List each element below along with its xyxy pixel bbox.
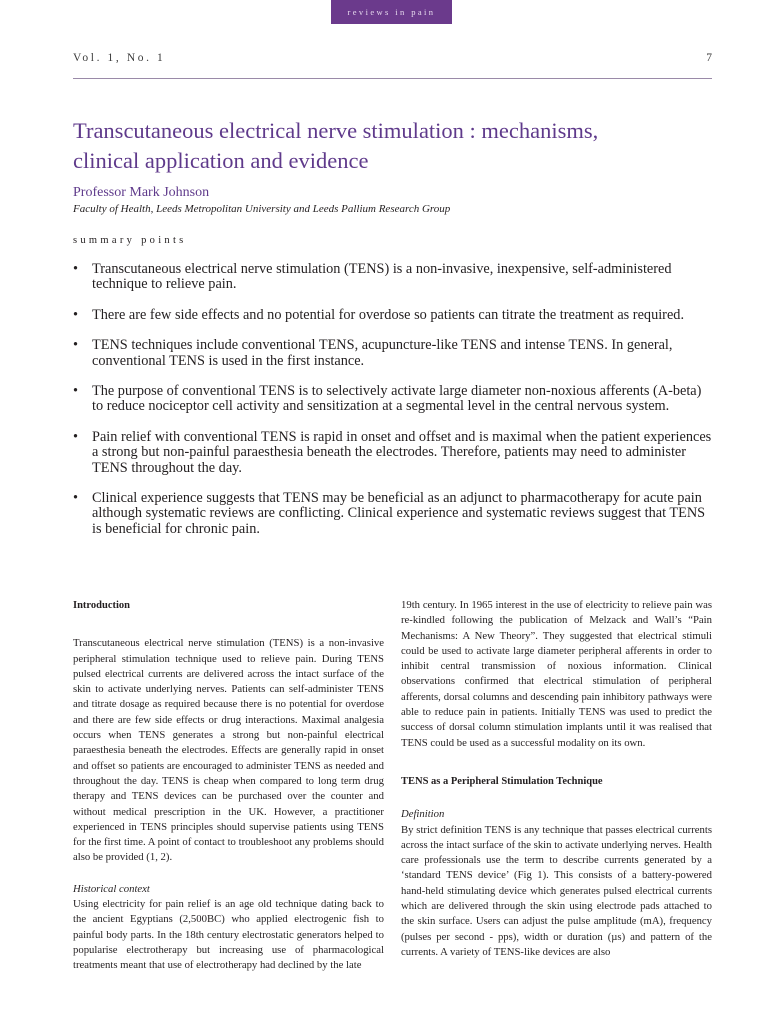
bullet-icon: • — [73, 261, 79, 277]
summary-point — [73, 430, 713, 476]
summary-point-text: Pain relief with conventional TENS is rapid in onset and offset and is maximal when the patient experiences a strong but non-painful paraesthesia beneath the electrodes. Therefore, patients may need to administer TENS throughout the day. — [92, 428, 712, 476]
historical-context-continued: 19th century. In 1965 interest in the use of electricity to relieve pain was re-kindled following the publication of Melzack and Wall’s “Pain Mechanisms: A New Theory”. They suggested that electrical stimuli could be used to activate large diameter peripheral afferents in order to inhibit central transmission of noxious information. Clinical observations confirmed that electrical stimulation of peripheral afferents, dorsal columns and descending pain inhibitory pathways were able to reduce pain in patients. Initially TENS was used to predict the success of dorsal column stimulation implants until it was realised that TENS could be used as a successful modality on its own. — [401, 599, 712, 749]
summary-point — [73, 338, 713, 369]
bullet-icon: • — [73, 383, 79, 400]
summary-point-text: The purpose of conventional TENS is to selectively activate large diameter non-noxious afferents (A-beta) to reduce nociceptor cell activity and sensitization at a segmental level in the central nervous system. — [92, 383, 702, 415]
body-column-left — [73, 598, 384, 974]
definition-heading: Definition — [401, 808, 445, 821]
volume-issue: Vol. 1, No. 1 — [73, 52, 166, 64]
summary-point-text: TENS techniques include conventional TENS, acupuncture-like TENS and intense TENS. In general, conventional TENS is used in the first instance. — [92, 337, 673, 369]
summary-point — [73, 308, 713, 323]
title-line-2: clinical application and evidence — [73, 147, 369, 173]
bullet-icon: • — [73, 428, 79, 445]
bullet-icon: • — [73, 337, 79, 354]
summary-point-text: Transcutaneous electrical nerve stimulation (TENS) is a non-invasive, inexpensive, self-administered technique to relieve pain. — [92, 261, 672, 293]
bullet-icon: • — [73, 306, 79, 323]
summary-point — [73, 491, 713, 537]
summary-point-text: There are few side effects and no potential for overdose so patients can titrate the treatment as required. — [92, 306, 685, 323]
summary-points-list — [73, 262, 713, 552]
historical-context-paragraph: Using electricity for pain relief is an age old technique dating back to the ancient Egyptians (2,500BC) who applied electrogenic fish to painful body parts. In the 18th century electrostatic generators helped to popularise electrotherapy but increasing use of pharmacological treatments meant that use of electrotherapy had declined by the late — [73, 898, 384, 972]
title-line-1: Transcutaneous electrical nerve stimulation : mechanisms, — [73, 118, 599, 143]
body-column-right — [401, 598, 712, 960]
journal-section-tab: reviews in pain — [331, 0, 452, 24]
historical-context-heading: Historical context — [73, 882, 150, 895]
summary-point — [73, 262, 713, 293]
introduction-paragraph: Transcutaneous electrical nerve stimulation (TENS) is a non-invasive peripheral stimulation technique used to relieve pain. During TENS pulsed electrical currents are delivered across the intact surface of the skin to activate underlying nerves. Patients can self-administer TENS and titrate dosage as required because there is no potential for overdose and there are few side effects or drug interactions. Maximal analgesia occurs when TENS generates a strong but non-painful electrical paraesthesia beneath the electrodes. Effects are generally rapid in onset and offset so patients are encouraged to administer TENS as needed and throughout the day. TENS is cheap when compared to long term drug therapy and TENS devices can be purchased over the counter and without medical prescription in the UK. However, a practitioner experienced in TENS principles should supervise patients using TENS for the first time. A point of contact to troubleshoot any problems should also be provided (1, 2). — [73, 637, 384, 864]
introduction-heading: Introduction — [73, 600, 130, 611]
definition-paragraph: By strict definition TENS is any technique that passes electrical currents across the intact surface of the skin to activate underlying nerves. Health care professionals use the term to describe currents generated by a ‘standard TENS device’ (Fig 1). This consists of a battery-powered hand-held stimulating device which generates pulsed electrical currents which are delivered through the skin using electrode pads attached to the skin surface. Users can adjust the pulse amplitude (mA), frequency (pulses per second - pps), width or duration (µs) and pattern of the currents. A variety of TENS-like devices are also — [401, 823, 712, 958]
peripheral-stimulation-heading: TENS as a Peripheral Stimulation Technique — [401, 775, 603, 787]
summary-point — [73, 384, 713, 415]
author-name: Professor Mark Johnson — [73, 185, 210, 200]
header-divider — [73, 78, 712, 79]
summary-heading: summary points — [73, 235, 187, 246]
bullet-icon: • — [73, 490, 79, 507]
summary-point-text: Clinical experience suggests that TENS may be beneficial as an adjunct to pharmacotherapy for acute pain although systematic reviews are conflicting. Clinical experience and systematic reviews suggest that TENS is beneficial for chronic pain. — [92, 490, 706, 537]
page-number: 7 — [706, 52, 712, 64]
article-title — [73, 116, 713, 175]
author-affiliation: Faculty of Health, Leeds Metropolitan University and Leeds Pallium Research Group — [73, 203, 451, 215]
